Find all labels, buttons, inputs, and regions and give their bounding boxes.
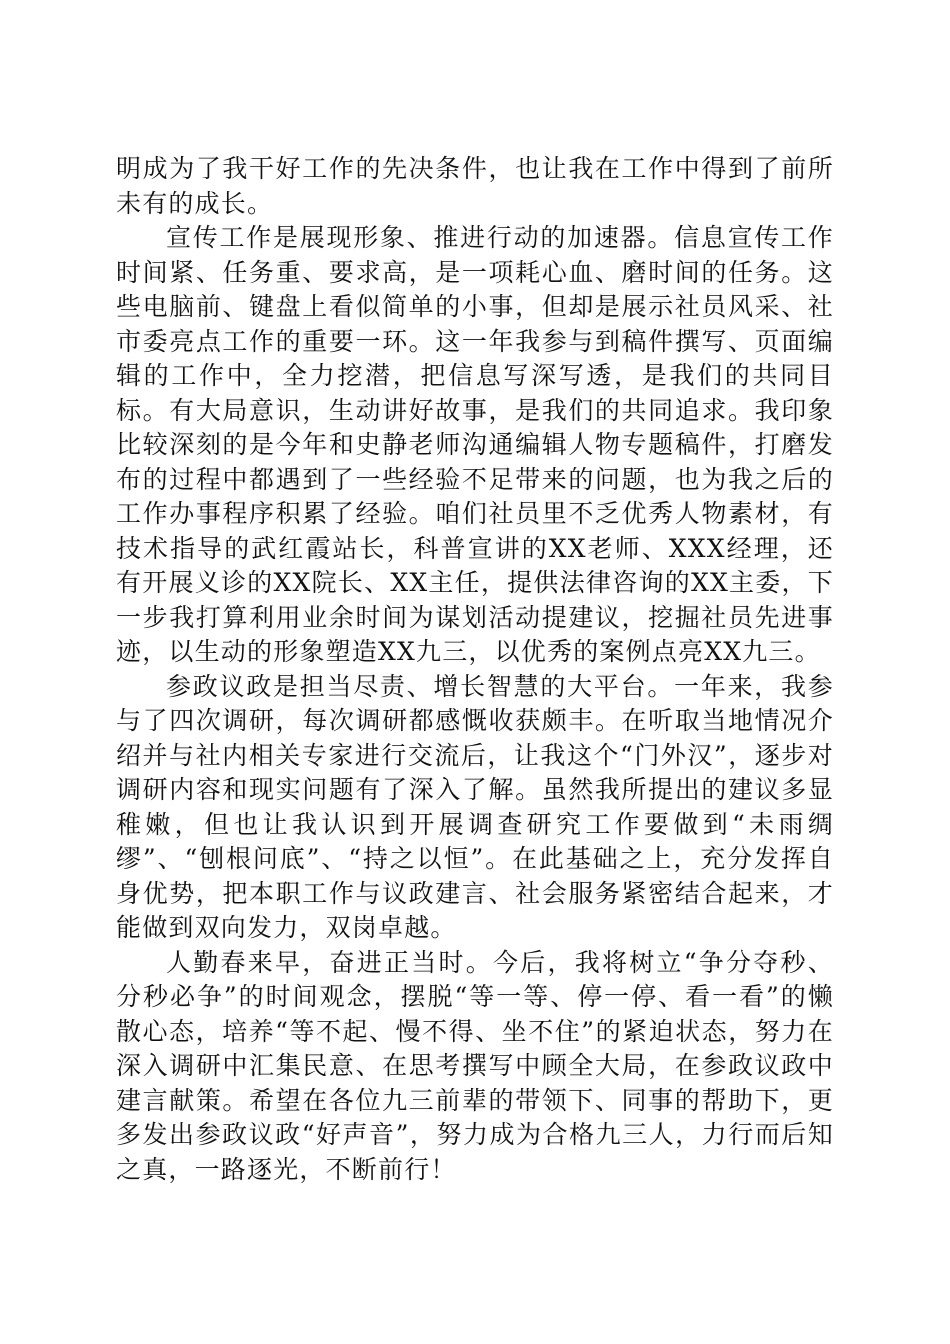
paragraph-continuation: 明成为了我干好工作的先决条件，也让我在工作中得到了前所未有的成长。 <box>116 154 834 218</box>
paragraph-publicity-work: 宣传工作是展现形象、推进行动的加速器。信息宣传工作时间紧、任务重、要求高，是一项耗心血、磨时间的任务。这些电脑前、键盘上看似简单的小事，但却是展示社员风采、社市委亮点工作的重要一环。这一年我参与到稿件撰写、页面编辑的工作中，全力挖潜，把信息写深写透，是我们的共同目标。有大局意识，生动讲好故事，是我们的共同追求。我印象比较深刻的是今年和史静老师沟通编辑人物专题稿件，打磨发布的过程中都遇到了一些经验不足带来的问题，也为我之后的工作办事程序积累了经验。咱们社员里不乏优秀人物素材，有技术指导的武红霞站长，科普宣讲的XX老师、XXX经理，还有开展义诊的XX院长、XX主任，提供法律咨询的XX主委，下一步我打算利用业余时间为谋划活动提建议，挖掘社员先进事迹，以生动的形象塑造XX九三，以优秀的案例点亮XX九三。 <box>116 223 834 666</box>
paragraph-future-plans: 人勤春来早，奋进正当时。今后，我将树立“争分夺秒、分秒必争”的时间观念，摆脱“等一等、停一停、看一看”的懒散心态，培养“等不起、慢不得、坐不住”的紧迫状态，努力在深入调研中汇集民意、在思考撰写中顾全大局，在参政议政中建言献策。希望在各位九三前辈的带领下、同事的帮助下，更多发出参政议政“好声音”，努力成为合格九三人，力行而后知之真，一路逐光，不断前行！ <box>116 947 834 1184</box>
document-body <box>116 152 834 1187</box>
paragraph-political-participation: 参政议政是担当尽责、增长智慧的大平台。一年来，我参与了四次调研，每次调研都感慨收获颇丰。在听取当地情况介绍并与社内相关专家进行交流后，让我这个“门外汉”，逐步对调研内容和现实问题有了深入了解。虽然我所提出的建议多显稚嫩，但也让我认识到开展调查研究工作要做到“未雨绸缪”、“刨根问底”、“持之以恒”。在此基础之上，充分发挥自身优势，把本职工作与议政建言、社会服务紧密结合起来，才能做到双向发力，双岗卓越。 <box>116 671 834 942</box>
